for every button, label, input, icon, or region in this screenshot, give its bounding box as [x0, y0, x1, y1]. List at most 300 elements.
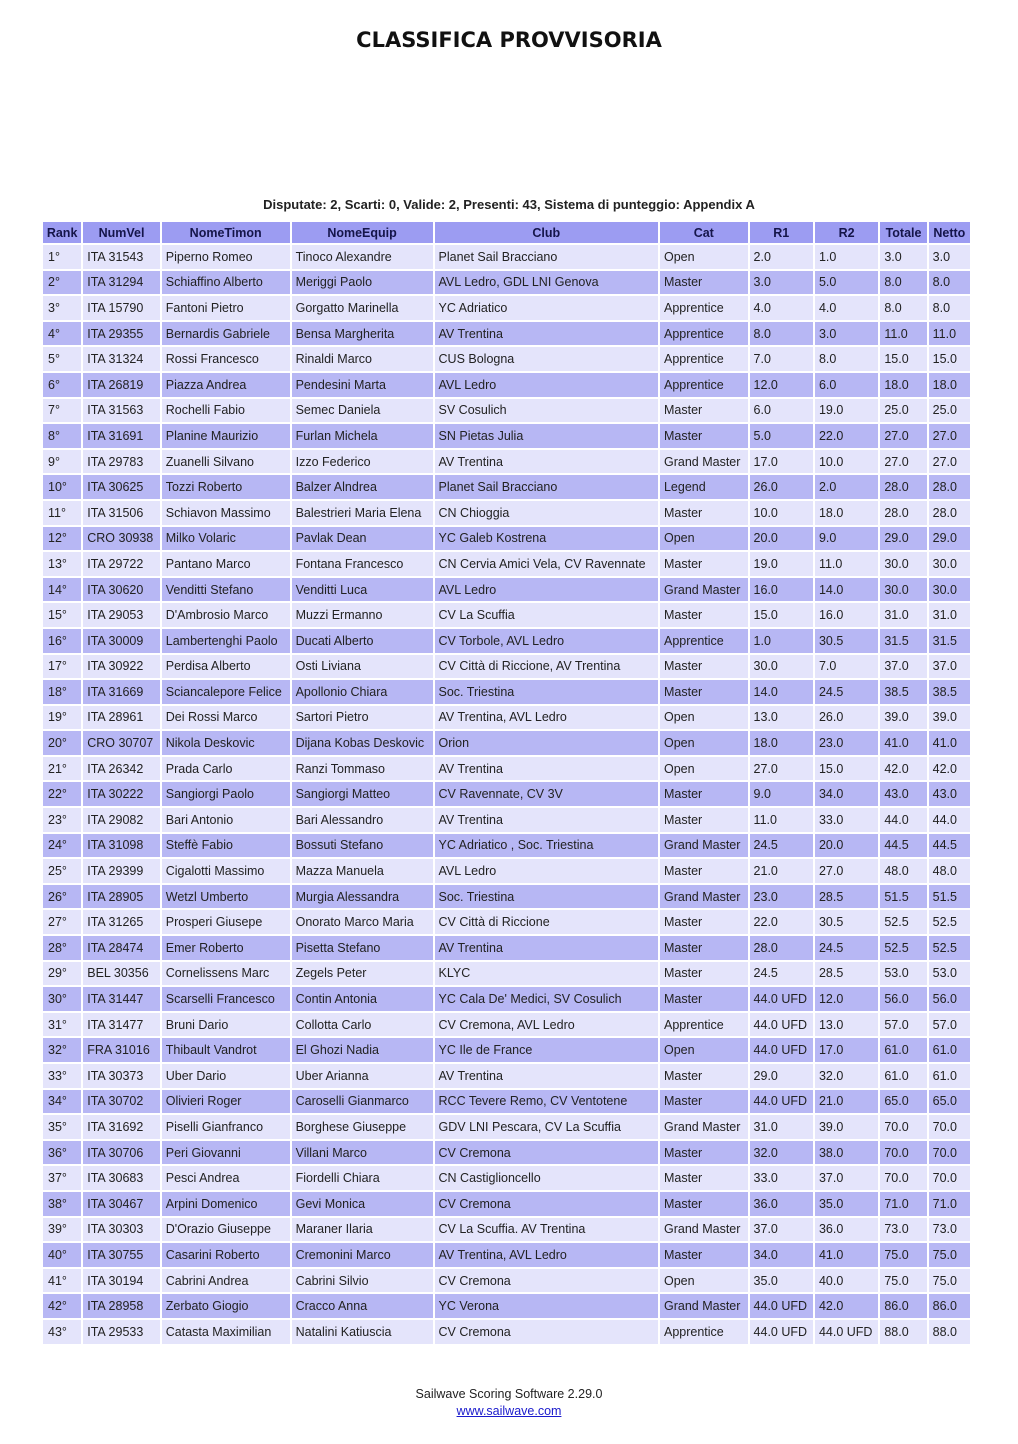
cell-crew: Izzo Federico	[292, 450, 433, 474]
cell-total: 52.5	[880, 910, 926, 934]
cell-crew: Ducati Alberto	[292, 629, 433, 653]
cell-total: 11.0	[880, 322, 926, 346]
cell-sail-number: ITA 28905	[83, 885, 160, 909]
cell-category: Apprentice	[660, 296, 748, 320]
cell-race-1: 24.5	[750, 962, 813, 986]
cell-total: 53.0	[880, 962, 926, 986]
cell-total: 29.0	[880, 527, 926, 551]
cell-category: Apprentice	[660, 1013, 748, 1037]
cell-race-1: 24.5	[750, 834, 813, 858]
cell-rank: 43°	[43, 1320, 81, 1344]
cell-race-1: 44.0 UFD	[750, 987, 813, 1011]
table-row	[43, 373, 970, 397]
cell-club: CN Cervia Amici Vela, CV Ravennate	[435, 552, 658, 576]
cell-club: AV Trentina	[435, 936, 658, 960]
cell-crew: Rinaldi Marco	[292, 347, 433, 371]
table-row	[43, 757, 970, 781]
cell-crew: Sangiorgi Matteo	[292, 782, 433, 806]
cell-crew: Cabrini Silvio	[292, 1269, 433, 1293]
cell-total: 39.0	[880, 706, 926, 730]
cell-total: 61.0	[880, 1038, 926, 1062]
table-row	[43, 1038, 970, 1062]
cell-crew: Cremonini Marco	[292, 1243, 433, 1267]
cell-total: 30.0	[880, 578, 926, 602]
cell-rank: 29°	[43, 962, 81, 986]
cell-helm: Perdisa Alberto	[162, 655, 290, 679]
cell-category: Master	[660, 271, 748, 295]
cell-sail-number: BEL 30356	[83, 962, 160, 986]
cell-race-2: 23.0	[815, 731, 878, 755]
table-row	[43, 859, 970, 883]
cell-race-2: 8.0	[815, 347, 878, 371]
cell-crew: Bossuti Stefano	[292, 834, 433, 858]
table-row	[43, 1320, 970, 1344]
cell-net: 52.5	[929, 910, 970, 934]
column-header-rank: Rank	[43, 222, 81, 243]
cell-sail-number: ITA 29783	[83, 450, 160, 474]
cell-total: 41.0	[880, 731, 926, 755]
software-credit: Sailwave Scoring Software 2.29.0	[415, 1387, 603, 1401]
cell-club: YC Cala De' Medici, SV Cosulich	[435, 987, 658, 1011]
cell-club: Soc. Triestina	[435, 885, 658, 909]
header-row	[43, 222, 970, 243]
cell-sail-number: ITA 31294	[83, 271, 160, 295]
cell-net: 53.0	[929, 962, 970, 986]
cell-club: AV Trentina	[435, 757, 658, 781]
cell-rank: 30°	[43, 987, 81, 1011]
cell-rank: 8°	[43, 424, 81, 448]
cell-crew: Apollonio Chiara	[292, 680, 433, 704]
cell-race-1: 17.0	[750, 450, 813, 474]
cell-club: GDV LNI Pescara, CV La Scuffia	[435, 1115, 658, 1139]
cell-sail-number: ITA 30755	[83, 1243, 160, 1267]
cell-sail-number: ITA 30222	[83, 782, 160, 806]
cell-net: 30.0	[929, 552, 970, 576]
cell-race-2: 10.0	[815, 450, 878, 474]
cell-crew: Collotta Carlo	[292, 1013, 433, 1037]
cell-helm: Scarselli Francesco	[162, 987, 290, 1011]
cell-total: 75.0	[880, 1243, 926, 1267]
cell-helm: Bernardis Gabriele	[162, 322, 290, 346]
cell-race-1: 16.0	[750, 578, 813, 602]
cell-race-1: 3.0	[750, 271, 813, 295]
cell-category: Open	[660, 706, 748, 730]
cell-category: Master	[660, 782, 748, 806]
cell-sail-number: ITA 29722	[83, 552, 160, 576]
cell-helm: Sciancalepore Felice	[162, 680, 290, 704]
column-header-race-2: R2	[815, 222, 878, 243]
cell-net: 31.5	[929, 629, 970, 653]
cell-rank: 31°	[43, 1013, 81, 1037]
table-row	[43, 347, 970, 371]
cell-race-2: 5.0	[815, 271, 878, 295]
cell-rank: 13°	[43, 552, 81, 576]
cell-race-2: 1.0	[815, 245, 878, 269]
cell-category: Grand Master	[660, 578, 748, 602]
cell-race-1: 28.0	[750, 936, 813, 960]
cell-rank: 5°	[43, 347, 81, 371]
table-row	[43, 1218, 970, 1242]
cell-race-1: 23.0	[750, 885, 813, 909]
cell-category: Grand Master	[660, 1115, 748, 1139]
cell-net: 8.0	[929, 296, 970, 320]
cell-category: Master	[660, 987, 748, 1011]
cell-rank: 17°	[43, 655, 81, 679]
cell-race-1: 9.0	[750, 782, 813, 806]
cell-category: Master	[660, 808, 748, 832]
cell-helm: Sangiorgi Paolo	[162, 782, 290, 806]
cell-sail-number: ITA 26819	[83, 373, 160, 397]
cell-category: Legend	[660, 475, 748, 499]
cell-crew: Pisetta Stefano	[292, 936, 433, 960]
cell-rank: 24°	[43, 834, 81, 858]
cell-crew: Gorgatto Marinella	[292, 296, 433, 320]
cell-sail-number: ITA 29533	[83, 1320, 160, 1344]
cell-total: 48.0	[880, 859, 926, 883]
cell-club: CV Città di Riccione, AV Trentina	[435, 655, 658, 679]
cell-race-1: 33.0	[750, 1166, 813, 1190]
cell-net: 61.0	[929, 1038, 970, 1062]
cell-club: SV Cosulich	[435, 399, 658, 423]
cell-race-2: 28.5	[815, 962, 878, 986]
cell-race-1: 5.0	[750, 424, 813, 448]
cell-sail-number: ITA 26342	[83, 757, 160, 781]
cell-net: 27.0	[929, 424, 970, 448]
cell-race-2: 42.0	[815, 1294, 878, 1318]
cell-rank: 20°	[43, 731, 81, 755]
cell-category: Master	[660, 603, 748, 627]
results-body	[43, 245, 970, 1344]
cell-rank: 9°	[43, 450, 81, 474]
cell-sail-number: ITA 29399	[83, 859, 160, 883]
cell-race-1: 2.0	[750, 245, 813, 269]
cell-race-2: 37.0	[815, 1166, 878, 1190]
table-row	[43, 475, 970, 499]
cell-race-2: 19.0	[815, 399, 878, 423]
cell-club: CV Ravennate, CV 3V	[435, 782, 658, 806]
cell-net: 70.0	[929, 1166, 970, 1190]
cell-category: Master	[660, 910, 748, 934]
cell-rank: 19°	[43, 706, 81, 730]
cell-category: Master	[660, 1192, 748, 1216]
cell-sail-number: ITA 31324	[83, 347, 160, 371]
cell-race-2: 30.5	[815, 910, 878, 934]
table-row	[43, 1013, 970, 1037]
cell-total: 61.0	[880, 1064, 926, 1088]
cell-total: 42.0	[880, 757, 926, 781]
cell-sail-number: ITA 31506	[83, 501, 160, 525]
cell-sail-number: ITA 28474	[83, 936, 160, 960]
cell-helm: Piselli Gianfranco	[162, 1115, 290, 1139]
cell-club: CV Cremona, AVL Ledro	[435, 1013, 658, 1037]
cell-category: Open	[660, 1038, 748, 1062]
cell-helm: Pesci Andrea	[162, 1166, 290, 1190]
cell-crew: Tinoco Alexandre	[292, 245, 433, 269]
cell-category: Apprentice	[660, 373, 748, 397]
cell-helm: Zerbato Giogio	[162, 1294, 290, 1318]
cell-total: 75.0	[880, 1269, 926, 1293]
cell-category: Master	[660, 399, 748, 423]
cell-helm: Nikola Deskovic	[162, 731, 290, 755]
cell-crew: Pendesini Marta	[292, 373, 433, 397]
cell-category: Grand Master	[660, 834, 748, 858]
cell-crew: Uber Arianna	[292, 1064, 433, 1088]
series-summary: Disputate: 2, Scarti: 0, Valide: 2, Presenti: 43, Sistema di punteggio: Appendix A	[263, 197, 755, 212]
cell-rank: 40°	[43, 1243, 81, 1267]
cell-total: 37.0	[880, 655, 926, 679]
cell-crew: Contin Antonia	[292, 987, 433, 1011]
cell-crew: Caroselli Gianmarco	[292, 1090, 433, 1114]
cell-category: Master	[660, 424, 748, 448]
cell-net: 61.0	[929, 1064, 970, 1088]
cell-sail-number: ITA 30683	[83, 1166, 160, 1190]
cell-rank: 33°	[43, 1064, 81, 1088]
cell-category: Master	[660, 1166, 748, 1190]
cell-race-1: 19.0	[750, 552, 813, 576]
cell-race-2: 38.0	[815, 1141, 878, 1165]
cell-net: 28.0	[929, 475, 970, 499]
sailwave-link[interactable]: www.sailwave.com	[456, 1404, 562, 1418]
cell-net: 88.0	[929, 1320, 970, 1344]
table-row	[43, 296, 970, 320]
cell-race-2: 9.0	[815, 527, 878, 551]
cell-race-2: 17.0	[815, 1038, 878, 1062]
table-row	[43, 1243, 970, 1267]
cell-race-1: 37.0	[750, 1218, 813, 1242]
cell-helm: Fantoni Pietro	[162, 296, 290, 320]
cell-rank: 42°	[43, 1294, 81, 1318]
table-row	[43, 1192, 970, 1216]
cell-race-2: 20.0	[815, 834, 878, 858]
cell-helm: Piazza Andrea	[162, 373, 290, 397]
table-row	[43, 322, 970, 346]
cell-total: 70.0	[880, 1115, 926, 1139]
results-table	[41, 220, 972, 1346]
cell-sail-number: ITA 30625	[83, 475, 160, 499]
cell-club: AV Trentina, AVL Ledro	[435, 1243, 658, 1267]
cell-net: 65.0	[929, 1090, 970, 1114]
cell-total: 44.5	[880, 834, 926, 858]
cell-category: Apprentice	[660, 322, 748, 346]
cell-race-1: 44.0 UFD	[750, 1038, 813, 1062]
cell-category: Grand Master	[660, 1294, 748, 1318]
cell-category: Master	[660, 1090, 748, 1114]
cell-crew: Balestrieri Maria Elena	[292, 501, 433, 525]
cell-club: CUS Bologna	[435, 347, 658, 371]
cell-total: 70.0	[880, 1141, 926, 1165]
table-row	[43, 680, 970, 704]
cell-race-2: 41.0	[815, 1243, 878, 1267]
cell-crew: Cracco Anna	[292, 1294, 433, 1318]
cell-category: Grand Master	[660, 885, 748, 909]
cell-rank: 21°	[43, 757, 81, 781]
cell-helm: Arpini Domenico	[162, 1192, 290, 1216]
cell-helm: Peri Giovanni	[162, 1141, 290, 1165]
cell-race-1: 44.0 UFD	[750, 1013, 813, 1037]
cell-crew: Villani Marco	[292, 1141, 433, 1165]
cell-race-2: 35.0	[815, 1192, 878, 1216]
cell-race-2: 22.0	[815, 424, 878, 448]
column-header-net: Netto	[929, 222, 970, 243]
column-header-helm: NomeTimon	[162, 222, 290, 243]
cell-net: 73.0	[929, 1218, 970, 1242]
cell-club: Orion	[435, 731, 658, 755]
cell-rank: 12°	[43, 527, 81, 551]
cell-rank: 38°	[43, 1192, 81, 1216]
cell-total: 8.0	[880, 296, 926, 320]
table-row	[43, 885, 970, 909]
cell-crew: Mazza Manuela	[292, 859, 433, 883]
table-row	[43, 962, 970, 986]
cell-race-1: 7.0	[750, 347, 813, 371]
cell-helm: Rossi Francesco	[162, 347, 290, 371]
cell-net: 43.0	[929, 782, 970, 806]
cell-club: SN Pietas Julia	[435, 424, 658, 448]
cell-net: 71.0	[929, 1192, 970, 1216]
cell-rank: 41°	[43, 1269, 81, 1293]
cell-club: YC Adriatico , Soc. Triestina	[435, 834, 658, 858]
cell-crew: Pavlak Dean	[292, 527, 433, 551]
cell-helm: Piperno Romeo	[162, 245, 290, 269]
cell-crew: Onorato Marco Maria	[292, 910, 433, 934]
table-row	[43, 399, 970, 423]
cell-helm: Schiaffino Alberto	[162, 271, 290, 295]
cell-race-2: 13.0	[815, 1013, 878, 1037]
table-row	[43, 1166, 970, 1190]
cell-net: 86.0	[929, 1294, 970, 1318]
cell-rank: 26°	[43, 885, 81, 909]
cell-race-1: 22.0	[750, 910, 813, 934]
cell-race-2: 4.0	[815, 296, 878, 320]
cell-race-1: 4.0	[750, 296, 813, 320]
cell-helm: Zuanelli Silvano	[162, 450, 290, 474]
cell-race-1: 1.0	[750, 629, 813, 653]
table-row	[43, 1115, 970, 1139]
cell-sail-number: ITA 29053	[83, 603, 160, 627]
cell-helm: Olivieri Roger	[162, 1090, 290, 1114]
cell-race-2: 40.0	[815, 1269, 878, 1293]
cell-total: 44.0	[880, 808, 926, 832]
cell-helm: Wetzl Umberto	[162, 885, 290, 909]
cell-rank: 18°	[43, 680, 81, 704]
cell-rank: 1°	[43, 245, 81, 269]
cell-race-2: 3.0	[815, 322, 878, 346]
cell-crew: Balzer Alndrea	[292, 475, 433, 499]
cell-crew: Bari Alessandro	[292, 808, 433, 832]
cell-club: CV Città di Riccione	[435, 910, 658, 934]
cell-crew: Natalini Katiuscia	[292, 1320, 433, 1344]
cell-category: Master	[660, 552, 748, 576]
cell-net: 41.0	[929, 731, 970, 755]
cell-club: CV Cremona	[435, 1269, 658, 1293]
cell-rank: 35°	[43, 1115, 81, 1139]
cell-race-2: 2.0	[815, 475, 878, 499]
cell-race-2: 30.5	[815, 629, 878, 653]
cell-rank: 3°	[43, 296, 81, 320]
table-row	[43, 782, 970, 806]
cell-sail-number: ITA 28961	[83, 706, 160, 730]
cell-sail-number: ITA 31447	[83, 987, 160, 1011]
table-row	[43, 245, 970, 269]
table-row	[43, 706, 970, 730]
cell-category: Grand Master	[660, 1218, 748, 1242]
column-header-club: Club	[435, 222, 658, 243]
cell-total: 27.0	[880, 450, 926, 474]
cell-race-1: 11.0	[750, 808, 813, 832]
cell-rank: 6°	[43, 373, 81, 397]
table-row	[43, 424, 970, 448]
cell-total: 65.0	[880, 1090, 926, 1114]
cell-rank: 36°	[43, 1141, 81, 1165]
cell-club: CV Cremona	[435, 1192, 658, 1216]
cell-crew: Osti Liviana	[292, 655, 433, 679]
cell-race-2: 34.0	[815, 782, 878, 806]
cell-net: 51.5	[929, 885, 970, 909]
cell-net: 70.0	[929, 1115, 970, 1139]
cell-race-2: 32.0	[815, 1064, 878, 1088]
cell-rank: 14°	[43, 578, 81, 602]
cell-race-1: 36.0	[750, 1192, 813, 1216]
cell-helm: Emer Roberto	[162, 936, 290, 960]
cell-total: 31.5	[880, 629, 926, 653]
cell-sail-number: ITA 31098	[83, 834, 160, 858]
table-row	[43, 808, 970, 832]
cell-crew: El Ghozi Nadia	[292, 1038, 433, 1062]
cell-club: CV Torbole, AVL Ledro	[435, 629, 658, 653]
cell-club: AV Trentina	[435, 808, 658, 832]
cell-total: 56.0	[880, 987, 926, 1011]
cell-club: CV Cremona	[435, 1141, 658, 1165]
table-row	[43, 987, 970, 1011]
cell-crew: Ranzi Tommaso	[292, 757, 433, 781]
cell-category: Open	[660, 527, 748, 551]
cell-total: 57.0	[880, 1013, 926, 1037]
cell-helm: Lambertenghi Paolo	[162, 629, 290, 653]
cell-net: 31.0	[929, 603, 970, 627]
table-row	[43, 552, 970, 576]
cell-sail-number: ITA 15790	[83, 296, 160, 320]
cell-crew: Maraner Ilaria	[292, 1218, 433, 1242]
cell-total: 70.0	[880, 1166, 926, 1190]
cell-total: 88.0	[880, 1320, 926, 1344]
cell-category: Open	[660, 245, 748, 269]
cell-net: 56.0	[929, 987, 970, 1011]
cell-total: 28.0	[880, 501, 926, 525]
table-row	[43, 527, 970, 551]
cell-category: Master	[660, 680, 748, 704]
cell-helm: Cigalotti Massimo	[162, 859, 290, 883]
table-row	[43, 731, 970, 755]
cell-rank: 15°	[43, 603, 81, 627]
cell-sail-number: ITA 31692	[83, 1115, 160, 1139]
table-row	[43, 1269, 970, 1293]
cell-category: Master	[660, 1064, 748, 1088]
cell-net: 25.0	[929, 399, 970, 423]
footer	[0, 1386, 1018, 1420]
cell-club: Planet Sail Bracciano	[435, 475, 658, 499]
cell-crew: Zegels Peter	[292, 962, 433, 986]
cell-race-2: 21.0	[815, 1090, 878, 1114]
cell-race-2: 26.0	[815, 706, 878, 730]
cell-race-2: 36.0	[815, 1218, 878, 1242]
cell-club: KLYC	[435, 962, 658, 986]
cell-race-2: 14.0	[815, 578, 878, 602]
table-row	[43, 578, 970, 602]
cell-net: 44.5	[929, 834, 970, 858]
cell-club: CN Chioggia	[435, 501, 658, 525]
table-row	[43, 1090, 970, 1114]
cell-category: Apprentice	[660, 1320, 748, 1344]
